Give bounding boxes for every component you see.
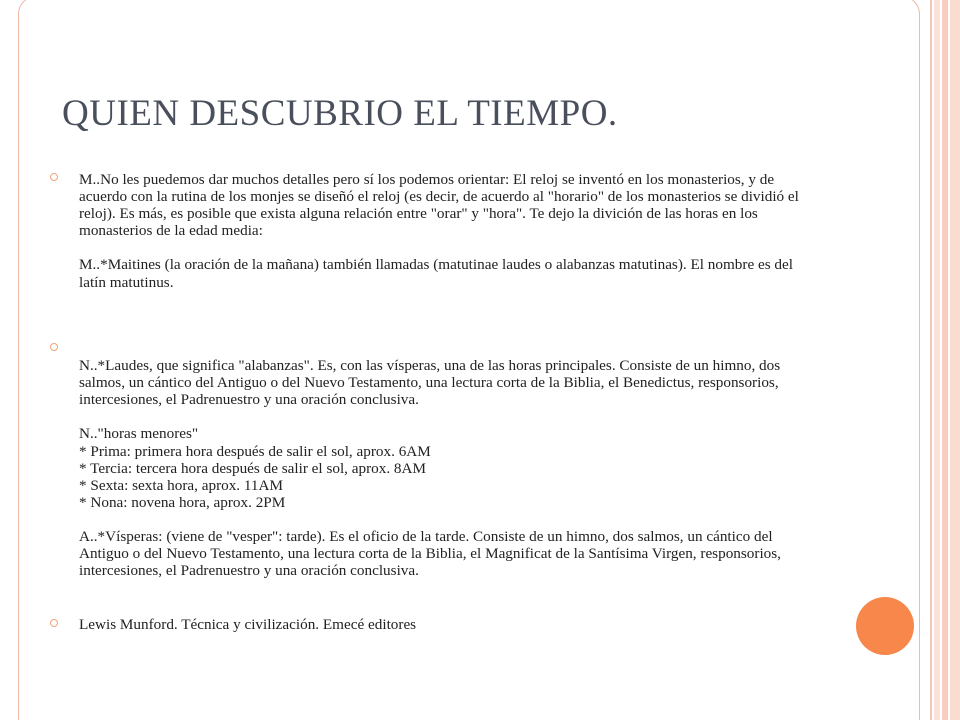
bullet-text-horas: N..*Laudes, que significa "alabanzas". Es, con las vísperas, una de las horas principales. Consiste de un himno, dos salmos, un cántico del Antiguo o del Nuevo Testamento, una lectura corta de la Biblia, el Benedictus, responsorios, intercesiones, el Padrenuestro y una oración conclusiva. N.."horas menores" * Prima: primera hora después de salir el sol, aprox. 6AM * Tercia: tercera hora después de salir el sol, aprox. 8AM * Sexta: sexta hora, aprox. 11AM * Nona: novena hora, aprox. 2PM A..*Vísperas: (viene de "vesper": tarde). Es el oficio de la tarde. Consiste de un himno, dos salmos, un cántico del Antiguo o del Nuevo Testamento, una lectura corta de la Biblia, el Magnificat de la Santísima Virgen, responsorios, intercesiones, el Padrenuestro y una oración conclusiva. xyxy=(79,357,781,580)
accent-circle xyxy=(856,597,914,655)
bullet-icon xyxy=(50,343,58,351)
bullet-text-reference: Lewis Munford. Técnica y civilización. Emecé editores xyxy=(79,616,417,633)
side-stripe xyxy=(950,0,960,720)
bullet-icon xyxy=(50,619,58,627)
side-stripe xyxy=(934,0,940,720)
slide-title: QUIEN DESCUBRIO EL TIEMPO. xyxy=(62,93,618,134)
side-stripe xyxy=(942,0,948,720)
side-stripe xyxy=(930,0,932,720)
bullet-text-maitines: M..No les puedemos dar muchos detalles pero sí los podemos orientar: El reloj se inventó en los monasterios, y de acuerdo con la rutina de los monjes se diseñó el reloj (es decir, de acuerdo al "horario" de los monasterios se dividió el reloj). Es más, es posible que exista alguna relación entre "orar" y "hora". Te dejo la divición de las horas en los monasterios de la edad media: M..*Maitines (la oración de la mañana) también llamadas (matutinae laudes o alabanzas matutinas). El nombre es del latín matutinus. xyxy=(79,171,799,291)
bullet-icon xyxy=(50,173,58,181)
